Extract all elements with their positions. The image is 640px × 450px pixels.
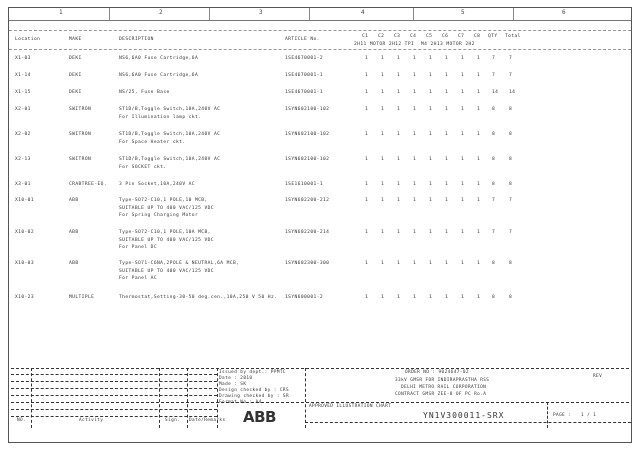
row-description: For SOCKET ckt. (119, 164, 167, 170)
row-make: ABB (69, 230, 79, 235)
row-qty-cell: 1 (429, 295, 433, 300)
row-qty-cell: 8 (509, 295, 513, 300)
row-qty-cell: 1 (445, 73, 449, 78)
row-qty-cell: 1 (413, 182, 417, 187)
row-qty-cell: 1 (365, 132, 369, 137)
row-qty-cell: 1 (429, 56, 433, 61)
col-sub-1: 2H11 MOTOR 2H12 TPI (354, 42, 415, 47)
row-qty-cell: 8 (492, 182, 496, 187)
row-qty-cell: 8 (509, 157, 513, 162)
row-make: ABB (69, 198, 79, 203)
row-qty-cell: 1 (397, 132, 401, 137)
row-article: 1SE4670001-1 (285, 90, 323, 95)
page-value: 1 / 1 (581, 413, 597, 418)
ruler-1: 1 (59, 9, 63, 16)
row-qty-cell: 8 (492, 132, 496, 137)
page-label: PAGE : (553, 413, 572, 418)
row-make: MULTIPLE (69, 295, 95, 300)
row-location: X1-15 (15, 90, 31, 95)
row-qty-cell: 1 (413, 295, 417, 300)
row-qty-cell: 8 (492, 157, 496, 162)
row-qty-cell: 1 (397, 56, 401, 61)
row-description: NS6,6A0 Fuse Cartridge,6A (119, 73, 199, 78)
row-qty-cell: 1 (445, 132, 449, 137)
row-qty-cell: 1 (397, 295, 401, 300)
row-qty-cell: 7 (492, 56, 496, 61)
row-description: For Illumination lamp ckt. (119, 114, 202, 120)
row-article: 1SYN602100-102 (285, 157, 330, 162)
row-description: 3 Pin Socket,10A,240V AC (119, 182, 195, 187)
col-make: MAKE (69, 37, 82, 42)
row-location: X2-01 (15, 107, 31, 112)
row-article: 1SYN600001-2 (285, 295, 323, 300)
row-qty-cell: 1 (381, 73, 385, 78)
row-location: X1-03 (15, 56, 31, 61)
row-description: ST1D/B,Toggle Switch,10A,240V AC (119, 132, 221, 137)
row-qty-cell: 1 (397, 198, 401, 203)
row-article: 1SE1610001-1 (285, 182, 323, 187)
row-qty-cell: 1 (365, 230, 369, 235)
row-qty-cell: 1 (477, 107, 481, 112)
row-description: ST1D/B,Toggle Switch,10A,240V AC (119, 157, 221, 162)
row-location: X10-03 (15, 261, 34, 266)
row-qty-cell: 1 (365, 73, 369, 78)
approval-4: Design checked by : CRS (219, 388, 289, 393)
row-article: 1SYN602100-102 (285, 107, 330, 112)
status-text: APPROVED ILLUSTRATION CHART (309, 404, 392, 409)
row-location: X10-23 (15, 295, 34, 300)
row-description: For Panel AC (119, 276, 157, 281)
title-block (9, 366, 631, 430)
col-car-7: C7 (458, 34, 465, 39)
row-make: DEKI (69, 56, 82, 61)
row-description: SUITABLE UP TO 400 VAC/125 VDC (119, 268, 214, 274)
row-qty-cell: 1 (413, 261, 417, 266)
row-qty-cell: 1 (365, 56, 369, 61)
row-qty-cell: 1 (461, 157, 465, 162)
tb-line (187, 368, 188, 428)
row-qty-cell: 1 (461, 90, 465, 95)
row-qty-cell: 1 (397, 230, 401, 235)
row-qty-cell: 1 (445, 261, 449, 266)
row-qty-cell: 1 (365, 157, 369, 162)
approval-5: Drawing checked by : SR (219, 394, 289, 399)
row-qty-cell: 1 (397, 261, 401, 266)
project-line-3: CONTRACT GMSR ZEE-8 OF PC Ro.A (395, 392, 487, 397)
col-description: DESCRIPTION (119, 37, 154, 42)
drawing-sheet (8, 7, 632, 443)
col-car-2: C2 (378, 34, 385, 39)
row-qty-cell: 1 (477, 56, 481, 61)
abb-logo: ABB (243, 408, 276, 426)
row-qty-cell: 1 (413, 132, 417, 137)
row-qty-cell: 8 (509, 261, 513, 266)
row-qty-cell: 1 (381, 90, 385, 95)
row-qty-cell: 1 (365, 261, 369, 266)
col-total: Total (505, 34, 521, 39)
row-description: Type-SO72-C10,1 POLE,10 MCB, (119, 198, 208, 203)
row-qty-cell: 1 (445, 230, 449, 235)
row-article: 1SYN602100-102 (285, 132, 330, 137)
row-qty-cell: 1 (477, 198, 481, 203)
row-qty-cell: 1 (413, 107, 417, 112)
table-row (9, 261, 631, 285)
row-qty-cell: 1 (445, 107, 449, 112)
row-qty-cell: 1 (413, 90, 417, 95)
row-qty-cell: 1 (381, 182, 385, 187)
tb-line (11, 402, 629, 403)
row-article: 1SYN602200-214 (285, 230, 330, 235)
row-qty-cell: 1 (461, 107, 465, 112)
row-qty-cell: 1 (461, 230, 465, 235)
row-qty-cell: 1 (477, 90, 481, 95)
row-qty-cell: 7 (509, 73, 513, 78)
row-qty-cell: 1 (461, 198, 465, 203)
row-qty-cell: 1 (429, 90, 433, 95)
table-row (9, 198, 631, 222)
sign-label: Sign. (165, 418, 181, 423)
row-qty-cell: 7 (509, 56, 513, 61)
approval-2: Date : 2010 (219, 376, 253, 381)
row-qty-cell: 1 (477, 261, 481, 266)
row-qty-cell: 1 (429, 157, 433, 162)
row-qty-cell: 1 (477, 157, 481, 162)
ruler-tick (309, 8, 310, 20)
row-qty-cell: 1 (413, 157, 417, 162)
row-qty-cell: 7 (492, 198, 496, 203)
table-row (9, 107, 631, 131)
row-description: Type-SO71-C6NA,2POLE & NEUTRAL,6A MCB, (119, 261, 240, 266)
col-sub-2: M4 2H13 MOTOR 2H2 (421, 42, 475, 47)
row-qty-cell: 1 (381, 157, 385, 162)
column-ruler (9, 8, 631, 21)
row-qty-cell: 7 (492, 230, 496, 235)
row-qty-cell: 1 (413, 73, 417, 78)
row-qty-cell: 1 (461, 73, 465, 78)
row-qty-cell: 1 (381, 132, 385, 137)
row-description: For Space Heater ckt. (119, 139, 186, 145)
ruler-4: 4 (361, 9, 365, 16)
row-make: ABB (69, 261, 79, 266)
row-make: DEKI (69, 73, 82, 78)
row-qty-cell: 1 (381, 56, 385, 61)
ruler-tick (209, 8, 210, 20)
row-qty-cell: 1 (413, 230, 417, 235)
row-qty-cell: 1 (397, 107, 401, 112)
row-article: 1SYN602200-212 (285, 198, 330, 203)
row-qty-cell: 7 (509, 230, 513, 235)
ruler-6: 6 (562, 9, 566, 16)
row-qty-cell: 1 (429, 73, 433, 78)
row-qty-cell: 1 (445, 56, 449, 61)
row-description: SUITABLE UP TO 400 VAC/125 VDC (119, 237, 214, 243)
approval-3: Made : SK (219, 382, 247, 387)
approval-1: Issued by dept.: PPMTC (219, 370, 286, 375)
ruler-3: 3 (259, 9, 263, 16)
row-qty-cell: 1 (397, 90, 401, 95)
row-qty-cell: 1 (445, 157, 449, 162)
row-qty-cell: 1 (429, 261, 433, 266)
row-description: NS/25, Fuse Base (119, 90, 170, 95)
row-article: 1SE4670001-1 (285, 73, 323, 78)
row-qty-cell: 14 (509, 90, 516, 95)
row-qty-cell: 1 (477, 295, 481, 300)
date-label: Date/Remarks (189, 418, 226, 423)
row-make: SWITRON (69, 132, 92, 137)
drawing-number: YN1V300011-SRX (423, 411, 505, 420)
row-qty-cell: 1 (429, 132, 433, 137)
row-qty-cell: 14 (492, 90, 499, 95)
row-qty-cell: 8 (509, 182, 513, 187)
row-article: 1SE4670001-2 (285, 56, 323, 61)
col-car-3: C3 (394, 34, 401, 39)
ruler-tick (513, 8, 514, 20)
row-make: DEKI (69, 90, 82, 95)
table-row (9, 157, 631, 181)
project-line-1: 33kV GMSR FOR INDIRAPRASTHA RSS (395, 378, 490, 383)
tb-line (305, 422, 631, 423)
tb-line (159, 368, 160, 428)
table-header (9, 30, 631, 50)
row-qty-cell: 8 (492, 107, 496, 112)
col-car-8: C8 (474, 34, 481, 39)
row-qty-cell: 1 (381, 295, 385, 300)
row-location: X10-02 (15, 230, 34, 235)
row-qty-cell: 1 (445, 295, 449, 300)
tb-line (547, 402, 548, 428)
row-qty-cell: 1 (365, 107, 369, 112)
row-qty-cell: 1 (365, 182, 369, 187)
row-article: 1SYN602300-300 (285, 261, 330, 266)
row-qty-cell: 1 (365, 90, 369, 95)
row-qty-cell: 1 (365, 198, 369, 203)
row-qty-cell: 1 (365, 295, 369, 300)
order-number: ORDER NO : 9024647-02 (405, 370, 469, 375)
row-description: Thermostat,Setting-30-50 deg.cen.,10A,250 V 50 Hz. (119, 295, 278, 300)
row-location: X10-01 (15, 198, 34, 203)
row-qty-cell: 8 (509, 132, 513, 137)
col-car-6: C6 (442, 34, 449, 39)
row-qty-cell: 1 (477, 230, 481, 235)
row-qty-cell: 1 (429, 182, 433, 187)
row-qty-cell: 1 (477, 182, 481, 187)
row-description: NS6,6A0 Fuse Cartridge,6A (119, 56, 199, 61)
approval-6: Format No.: A4 (219, 400, 262, 405)
table-row (9, 132, 631, 156)
table-row (9, 295, 631, 319)
col-location: Location (15, 37, 41, 42)
row-qty-cell: 1 (381, 107, 385, 112)
row-description: For Panel DC (119, 245, 157, 250)
row-qty-cell: 1 (429, 230, 433, 235)
row-qty-cell: 1 (381, 261, 385, 266)
row-qty-cell: 8 (492, 295, 496, 300)
ruler-tick (413, 8, 414, 20)
ruler-2: 2 (159, 9, 163, 16)
row-qty-cell: 1 (461, 132, 465, 137)
table-row (9, 230, 631, 254)
row-qty-cell: 1 (397, 73, 401, 78)
row-location: X3-01 (15, 182, 31, 187)
project-line-2: DELHI METRO RAIL CORPORATION (401, 385, 487, 390)
row-qty-cell: 1 (445, 182, 449, 187)
tb-line (31, 368, 32, 428)
no-label: NO. (17, 418, 27, 423)
row-qty-cell: 7 (509, 198, 513, 203)
ruler-tick (109, 8, 110, 20)
row-location: X2-02 (15, 132, 31, 137)
col-car-4: C4 (410, 34, 417, 39)
row-qty-cell: 1 (413, 198, 417, 203)
tb-line (305, 368, 306, 428)
row-qty-cell: 1 (477, 73, 481, 78)
row-description: SUITABLE UP TO 400 VAC/125 VDC (119, 205, 214, 211)
row-qty-cell: 1 (445, 90, 449, 95)
col-article: ARTICLE No. (285, 37, 320, 42)
row-qty-cell: 1 (381, 198, 385, 203)
row-qty-cell: 1 (397, 182, 401, 187)
rev-label: REV (593, 374, 603, 379)
activity-label: Activity (79, 418, 104, 423)
row-description: ST1D/B,Toggle Switch,10A,240V AC (119, 107, 221, 112)
row-make: SWITRON (69, 107, 92, 112)
row-make: CRABTREE-EQ. (69, 182, 107, 187)
col-qty: QTY (488, 34, 498, 39)
row-qty-cell: 1 (461, 261, 465, 266)
tb-line (11, 368, 629, 369)
row-qty-cell: 1 (461, 295, 465, 300)
row-qty-cell: 1 (397, 157, 401, 162)
row-qty-cell: 1 (429, 198, 433, 203)
row-qty-cell: 8 (509, 107, 513, 112)
col-car-1: C1 (362, 34, 369, 39)
row-qty-cell: 1 (413, 56, 417, 61)
row-make: SWITRON (69, 157, 92, 162)
row-description: Type-SO72-C10,1 POLE,10A MCB, (119, 230, 211, 235)
row-qty-cell: 1 (461, 56, 465, 61)
row-qty-cell: 1 (461, 182, 465, 187)
row-qty-cell: 1 (381, 230, 385, 235)
row-location: X2-13 (15, 157, 31, 162)
row-qty-cell: 7 (492, 73, 496, 78)
ruler-5: 5 (461, 9, 465, 16)
row-description: For Spring Charging Motor (119, 213, 199, 218)
row-location: X1-14 (15, 73, 31, 78)
col-car-5: C5 (426, 34, 433, 39)
row-qty-cell: 1 (429, 107, 433, 112)
row-qty-cell: 8 (492, 261, 496, 266)
row-qty-cell: 1 (445, 198, 449, 203)
row-qty-cell: 1 (477, 132, 481, 137)
